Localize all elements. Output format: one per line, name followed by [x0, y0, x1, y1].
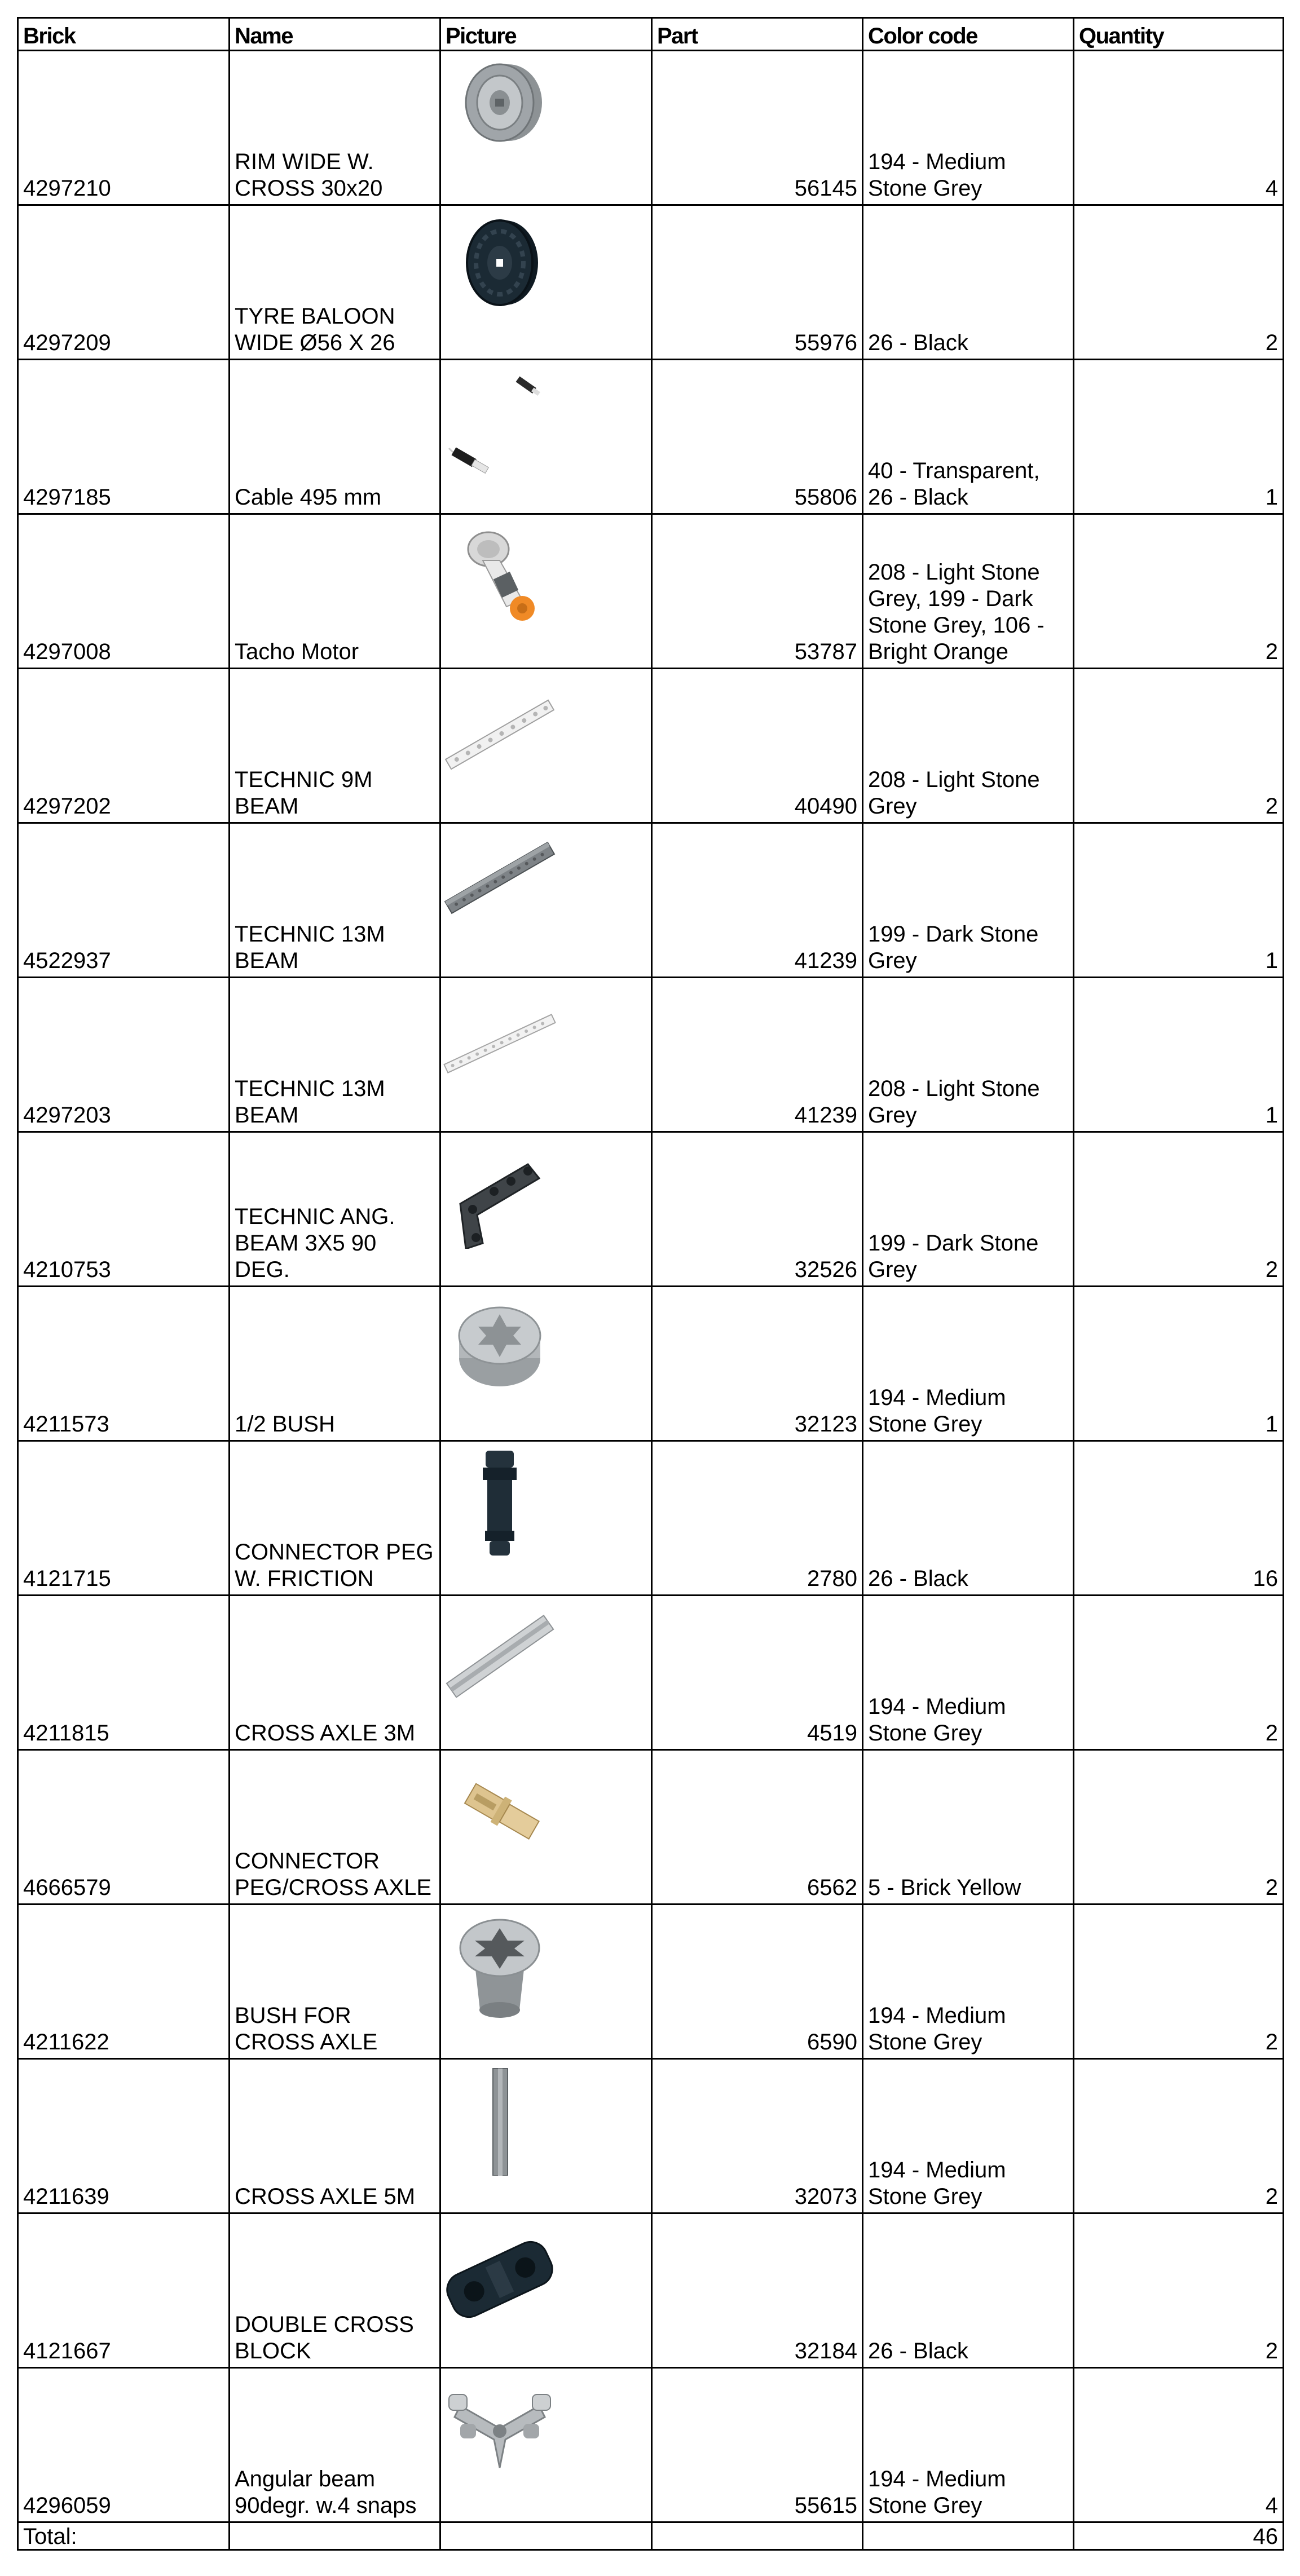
- color-code-cell: 208 - Light Stone Grey: [863, 669, 1074, 823]
- table-row: [18, 1441, 1284, 1596]
- brick-id-cell: 4297008: [18, 514, 230, 669]
- color-code-cell: 26 - Black: [863, 2213, 1074, 2368]
- picture-cell: [440, 823, 652, 978]
- quantity-cell: 1: [1074, 1287, 1284, 1441]
- header-name: Name: [230, 18, 440, 51]
- table-row: [18, 2059, 1284, 2213]
- quantity-cell: 2: [1074, 1132, 1284, 1287]
- part-number-cell: 55976: [652, 205, 863, 360]
- quantity-cell: 2: [1074, 1905, 1284, 2059]
- color-code-cell: 208 - Light Stone Grey, 199 - Dark Stone Grey, 106 - Bright Orange: [863, 514, 1074, 669]
- motor-icon: [443, 518, 556, 631]
- part-name-cell: TECHNIC 13M BEAM: [230, 978, 440, 1132]
- picture-cell: [440, 514, 652, 669]
- quantity-cell: 4: [1074, 51, 1284, 205]
- part-name-cell: CROSS AXLE 5M: [230, 2059, 440, 2213]
- angle-beam-icon: [443, 1136, 556, 1249]
- table-row: [18, 669, 1284, 823]
- color-code-cell: 199 - Dark Stone Grey: [863, 1132, 1074, 1287]
- quantity-cell: 2: [1074, 669, 1284, 823]
- quantity-cell: 2: [1074, 2059, 1284, 2213]
- table-row: [18, 51, 1284, 205]
- part-number-cell: 40490: [652, 669, 863, 823]
- parts-list-table: [17, 17, 1284, 2551]
- part-name-cell: TECHNIC 13M BEAM: [230, 823, 440, 978]
- color-code-cell: 5 - Brick Yellow: [863, 1750, 1074, 1905]
- part-name-cell: Tacho Motor: [230, 514, 440, 669]
- part-name-cell: Cable 495 mm: [230, 360, 440, 514]
- header-brick: Brick: [18, 18, 230, 51]
- brick-id-cell: 4211622: [18, 1905, 230, 2059]
- picture-cell: [440, 2368, 652, 2522]
- header-picture: Picture: [440, 18, 652, 51]
- picture-cell: [440, 205, 652, 360]
- picture-cell: [440, 1750, 652, 1905]
- header-quantity: Quantity: [1074, 18, 1284, 51]
- brick-id-cell: 4297209: [18, 205, 230, 360]
- brick-id-cell: 4296059: [18, 2368, 230, 2522]
- color-code-cell: 208 - Light Stone Grey: [863, 978, 1074, 1132]
- brick-id-cell: 4297185: [18, 360, 230, 514]
- part-name-cell: BUSH FOR CROSS AXLE: [230, 1905, 440, 2059]
- table-row: [18, 1905, 1284, 2059]
- color-code-cell: 194 - Medium Stone Grey: [863, 2368, 1074, 2522]
- header-row: [18, 18, 1284, 51]
- color-code-cell: 194 - Medium Stone Grey: [863, 1287, 1074, 1441]
- part-number-cell: 6562: [652, 1750, 863, 1905]
- part-name-cell: TECHNIC ANG. BEAM 3X5 90 DEG.: [230, 1132, 440, 1287]
- picture-cell: [440, 2213, 652, 2368]
- total-quantity: 46: [1074, 2522, 1284, 2550]
- part-name-cell: CONNECTOR PEG/CROSS AXLE: [230, 1750, 440, 1905]
- picture-cell: [440, 1596, 652, 1750]
- part-name-cell: Angular beam 90degr. w.4 snaps: [230, 2368, 440, 2522]
- table-row: [18, 514, 1284, 669]
- table-row: [18, 1287, 1284, 1441]
- table-row: [18, 1132, 1284, 1287]
- double-cross-block-icon: [443, 2217, 556, 2330]
- peg-cross-axle-icon: [443, 1754, 556, 1867]
- part-name-cell: TYRE BALOON WIDE Ø56 X 26: [230, 205, 440, 360]
- quantity-cell: 2: [1074, 205, 1284, 360]
- total-empty-cell: [230, 2522, 440, 2550]
- part-number-cell: 32184: [652, 2213, 863, 2368]
- quantity-cell: 2: [1074, 1596, 1284, 1750]
- total-empty-cell: [440, 2522, 652, 2550]
- part-number-cell: 55806: [652, 360, 863, 514]
- part-number-cell: 55615: [652, 2368, 863, 2522]
- picture-cell: [440, 360, 652, 514]
- brick-id-cell: 4666579: [18, 1750, 230, 1905]
- bush-icon: [443, 1908, 556, 2021]
- total-empty-cell: [652, 2522, 863, 2550]
- quantity-cell: 16: [1074, 1441, 1284, 1596]
- tyre-icon: [443, 209, 556, 322]
- brick-id-cell: 4211573: [18, 1287, 230, 1441]
- total-empty-cell: [863, 2522, 1074, 2550]
- brick-id-cell: 4297210: [18, 51, 230, 205]
- table-row: [18, 360, 1284, 514]
- beam-13m-light-icon: [443, 982, 556, 1094]
- part-number-cell: 32073: [652, 2059, 863, 2213]
- axle-5m-icon: [443, 2063, 556, 2176]
- table-footer: [18, 2522, 1284, 2550]
- table-header: [18, 18, 1284, 51]
- part-number-cell: 4519: [652, 1596, 863, 1750]
- header-part: Part: [652, 18, 863, 51]
- brick-id-cell: 4522937: [18, 823, 230, 978]
- part-number-cell: 32123: [652, 1287, 863, 1441]
- quantity-cell: 1: [1074, 360, 1284, 514]
- part-name-cell: CROSS AXLE 3M: [230, 1596, 440, 1750]
- table-row: [18, 823, 1284, 978]
- table-row: [18, 205, 1284, 360]
- picture-cell: [440, 1441, 652, 1596]
- color-code-cell: 194 - Medium Stone Grey: [863, 1905, 1074, 2059]
- axle-3m-icon: [443, 1599, 556, 1712]
- table-row: [18, 2368, 1284, 2522]
- color-code-cell: 194 - Medium Stone Grey: [863, 51, 1074, 205]
- connector-peg-icon: [443, 1445, 556, 1558]
- color-code-cell: 26 - Black: [863, 1441, 1074, 1596]
- color-code-cell: 26 - Black: [863, 205, 1074, 360]
- table-body: [18, 51, 1284, 2522]
- total-row: [18, 2522, 1284, 2550]
- beam-13m-dark-icon: [443, 827, 556, 940]
- brick-id-cell: 4297202: [18, 669, 230, 823]
- rim-icon: [443, 55, 556, 167]
- header-color-code: Color code: [863, 18, 1074, 51]
- beam-9m-icon: [443, 673, 556, 785]
- picture-cell: [440, 2059, 652, 2213]
- picture-cell: [440, 978, 652, 1132]
- table-row: [18, 978, 1284, 1132]
- quantity-cell: 2: [1074, 514, 1284, 669]
- color-code-cell: 40 - Transparent, 26 - Black: [863, 360, 1074, 514]
- table-row: [18, 1596, 1284, 1750]
- part-number-cell: 32526: [652, 1132, 863, 1287]
- brick-id-cell: 4210753: [18, 1132, 230, 1287]
- part-number-cell: 41239: [652, 823, 863, 978]
- brick-id-cell: 4121715: [18, 1441, 230, 1596]
- cable-icon: [443, 364, 556, 476]
- brick-id-cell: 4211639: [18, 2059, 230, 2213]
- quantity-cell: 1: [1074, 978, 1284, 1132]
- quantity-cell: 2: [1074, 1750, 1284, 1905]
- picture-cell: [440, 51, 652, 205]
- picture-cell: [440, 669, 652, 823]
- quantity-cell: 2: [1074, 2213, 1284, 2368]
- quantity-cell: 4: [1074, 2368, 1284, 2522]
- table-row: [18, 2213, 1284, 2368]
- picture-cell: [440, 1287, 652, 1441]
- brick-id-cell: 4211815: [18, 1596, 230, 1750]
- half-bush-icon: [443, 1291, 556, 1403]
- part-number-cell: 56145: [652, 51, 863, 205]
- part-name-cell: TECHNIC 9M BEAM: [230, 669, 440, 823]
- part-number-cell: 53787: [652, 514, 863, 669]
- part-name-cell: RIM WIDE W. CROSS 30x20: [230, 51, 440, 205]
- part-number-cell: 2780: [652, 1441, 863, 1596]
- part-name-cell: 1/2 BUSH: [230, 1287, 440, 1441]
- color-code-cell: 199 - Dark Stone Grey: [863, 823, 1074, 978]
- part-name-cell: CONNECTOR PEG W. FRICTION: [230, 1441, 440, 1596]
- quantity-cell: 1: [1074, 823, 1284, 978]
- color-code-cell: 194 - Medium Stone Grey: [863, 1596, 1074, 1750]
- part-number-cell: 41239: [652, 978, 863, 1132]
- part-number-cell: 6590: [652, 1905, 863, 2059]
- brick-id-cell: 4297203: [18, 978, 230, 1132]
- part-name-cell: DOUBLE CROSS BLOCK: [230, 2213, 440, 2368]
- table-row: [18, 1750, 1284, 1905]
- brick-id-cell: 4121667: [18, 2213, 230, 2368]
- picture-cell: [440, 1132, 652, 1287]
- angular-beam-snaps-icon: [443, 2372, 556, 2485]
- color-code-cell: 194 - Medium Stone Grey: [863, 2059, 1074, 2213]
- picture-cell: [440, 1905, 652, 2059]
- total-label: Total:: [18, 2522, 230, 2550]
